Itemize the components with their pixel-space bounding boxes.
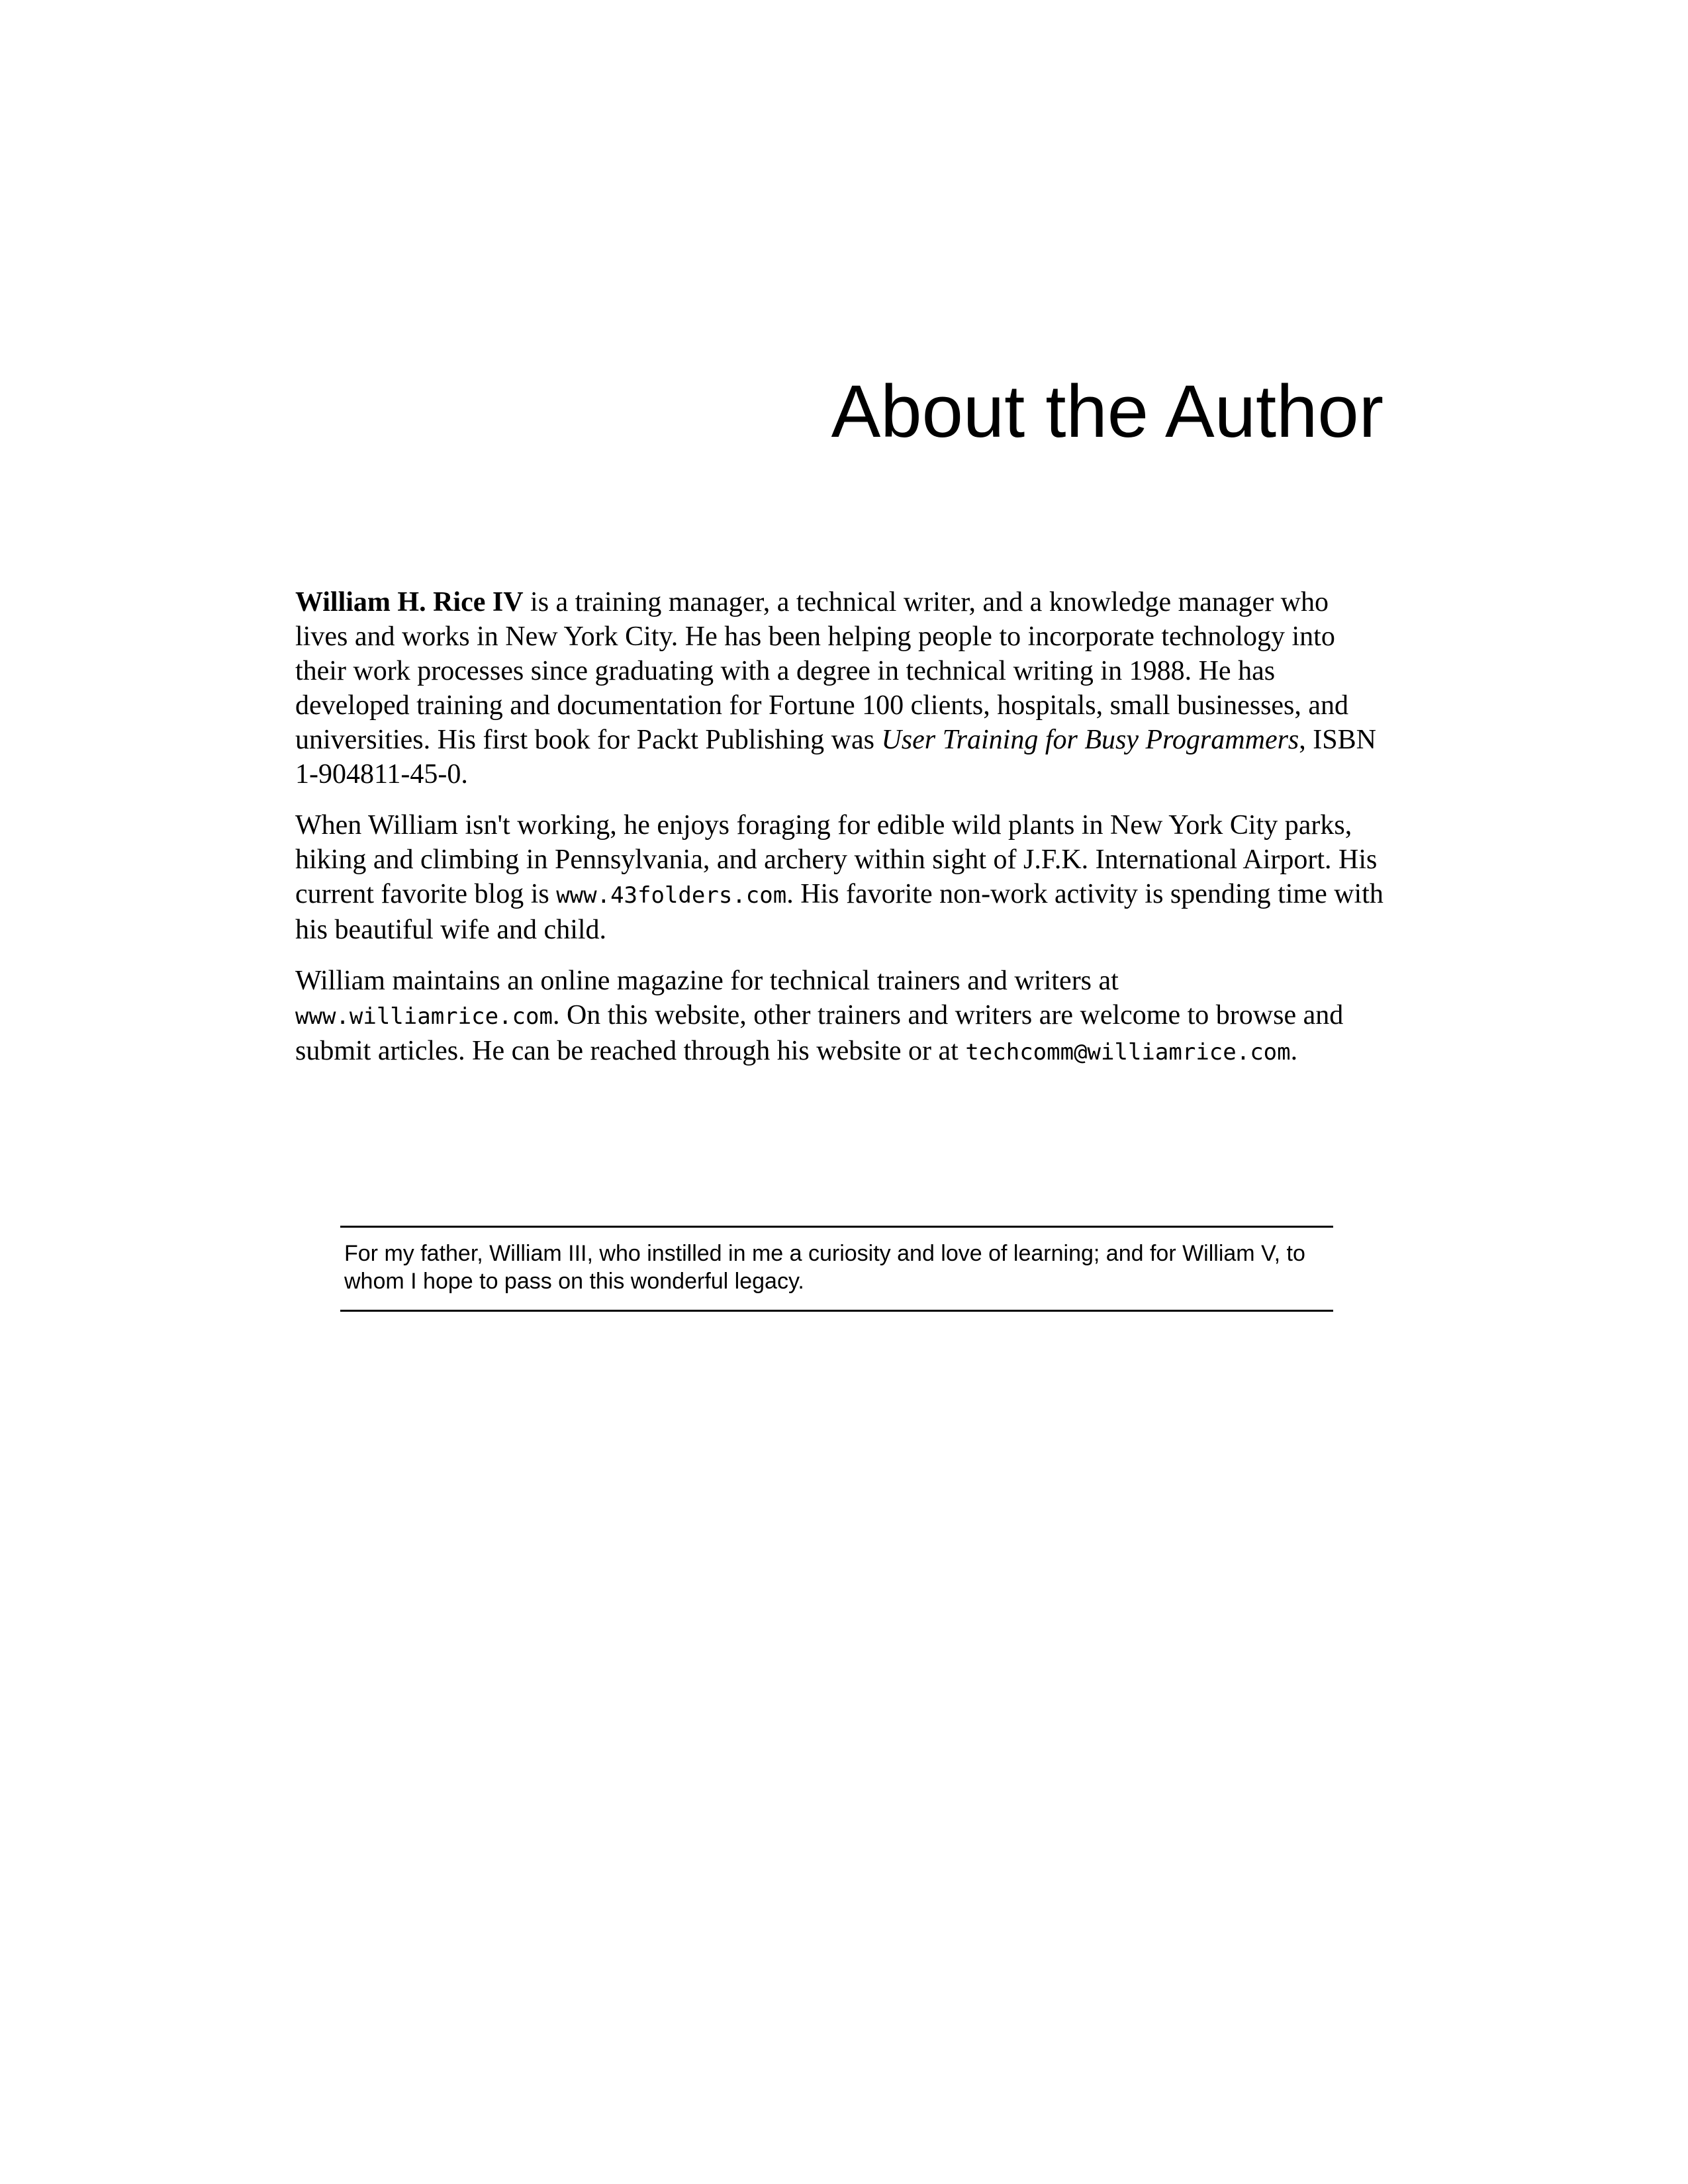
dedication-text: For my father, William III, who instilled in me a curiosity and love of learning; and for William V, to whom I hope to pass on this wonderful legacy.: [344, 1241, 1305, 1294]
page-title: About the Author: [831, 370, 1383, 453]
bio-paragraph-3: [295, 964, 1387, 1069]
bio-p2-text-b: . His favorite non-work activity is spending time with his beautiful wife and child.: [295, 879, 1383, 945]
bio-p3-text-b: . On this website, other trainers and writers are welcome to browse and submit articles. He can be reached through his website or at: [295, 1000, 1344, 1066]
contact-email: techcomm@williamrice.com: [965, 1039, 1291, 1066]
blog-url: www.43folders.com: [556, 882, 787, 909]
bio-paragraph-2: [295, 808, 1387, 947]
bio-paragraph-1: [295, 585, 1387, 792]
bio-p3-text-a: William maintains an online magazine for technical trainers and writers at: [295, 966, 1119, 996]
dedication: [340, 1226, 1333, 1312]
bio-p1-text-a: is a training manager, a technical writer, and a knowledge manager who lives and works in New York City. He has been helping people to incorporate technology into their work processes since graduating with a degree in technical writing in 1988. He has developed training and documentation for Fortune 100 clients, hospitals, small businesses, and universities. His first book for Packt Publishing was: [295, 587, 1349, 755]
author-name: William H. Rice IV: [295, 587, 524, 617]
bio-p1-text-b: , ISBN 1-904811-45-0.: [295, 725, 1376, 790]
author-bio: [295, 585, 1387, 1086]
website-url: www.williamrice.com: [295, 1003, 553, 1030]
bio-p3-text-c: .: [1290, 1036, 1298, 1066]
book-title: User Training for Busy Programmers: [881, 725, 1299, 755]
bio-p2-text-a: When William isn't working, he enjoys foraging for edible wild plants in New York City parks, hiking and climbing in Pennsylvania, and archery within sight of J.F.K. International Airport. His current favorite blog is: [295, 810, 1378, 909]
